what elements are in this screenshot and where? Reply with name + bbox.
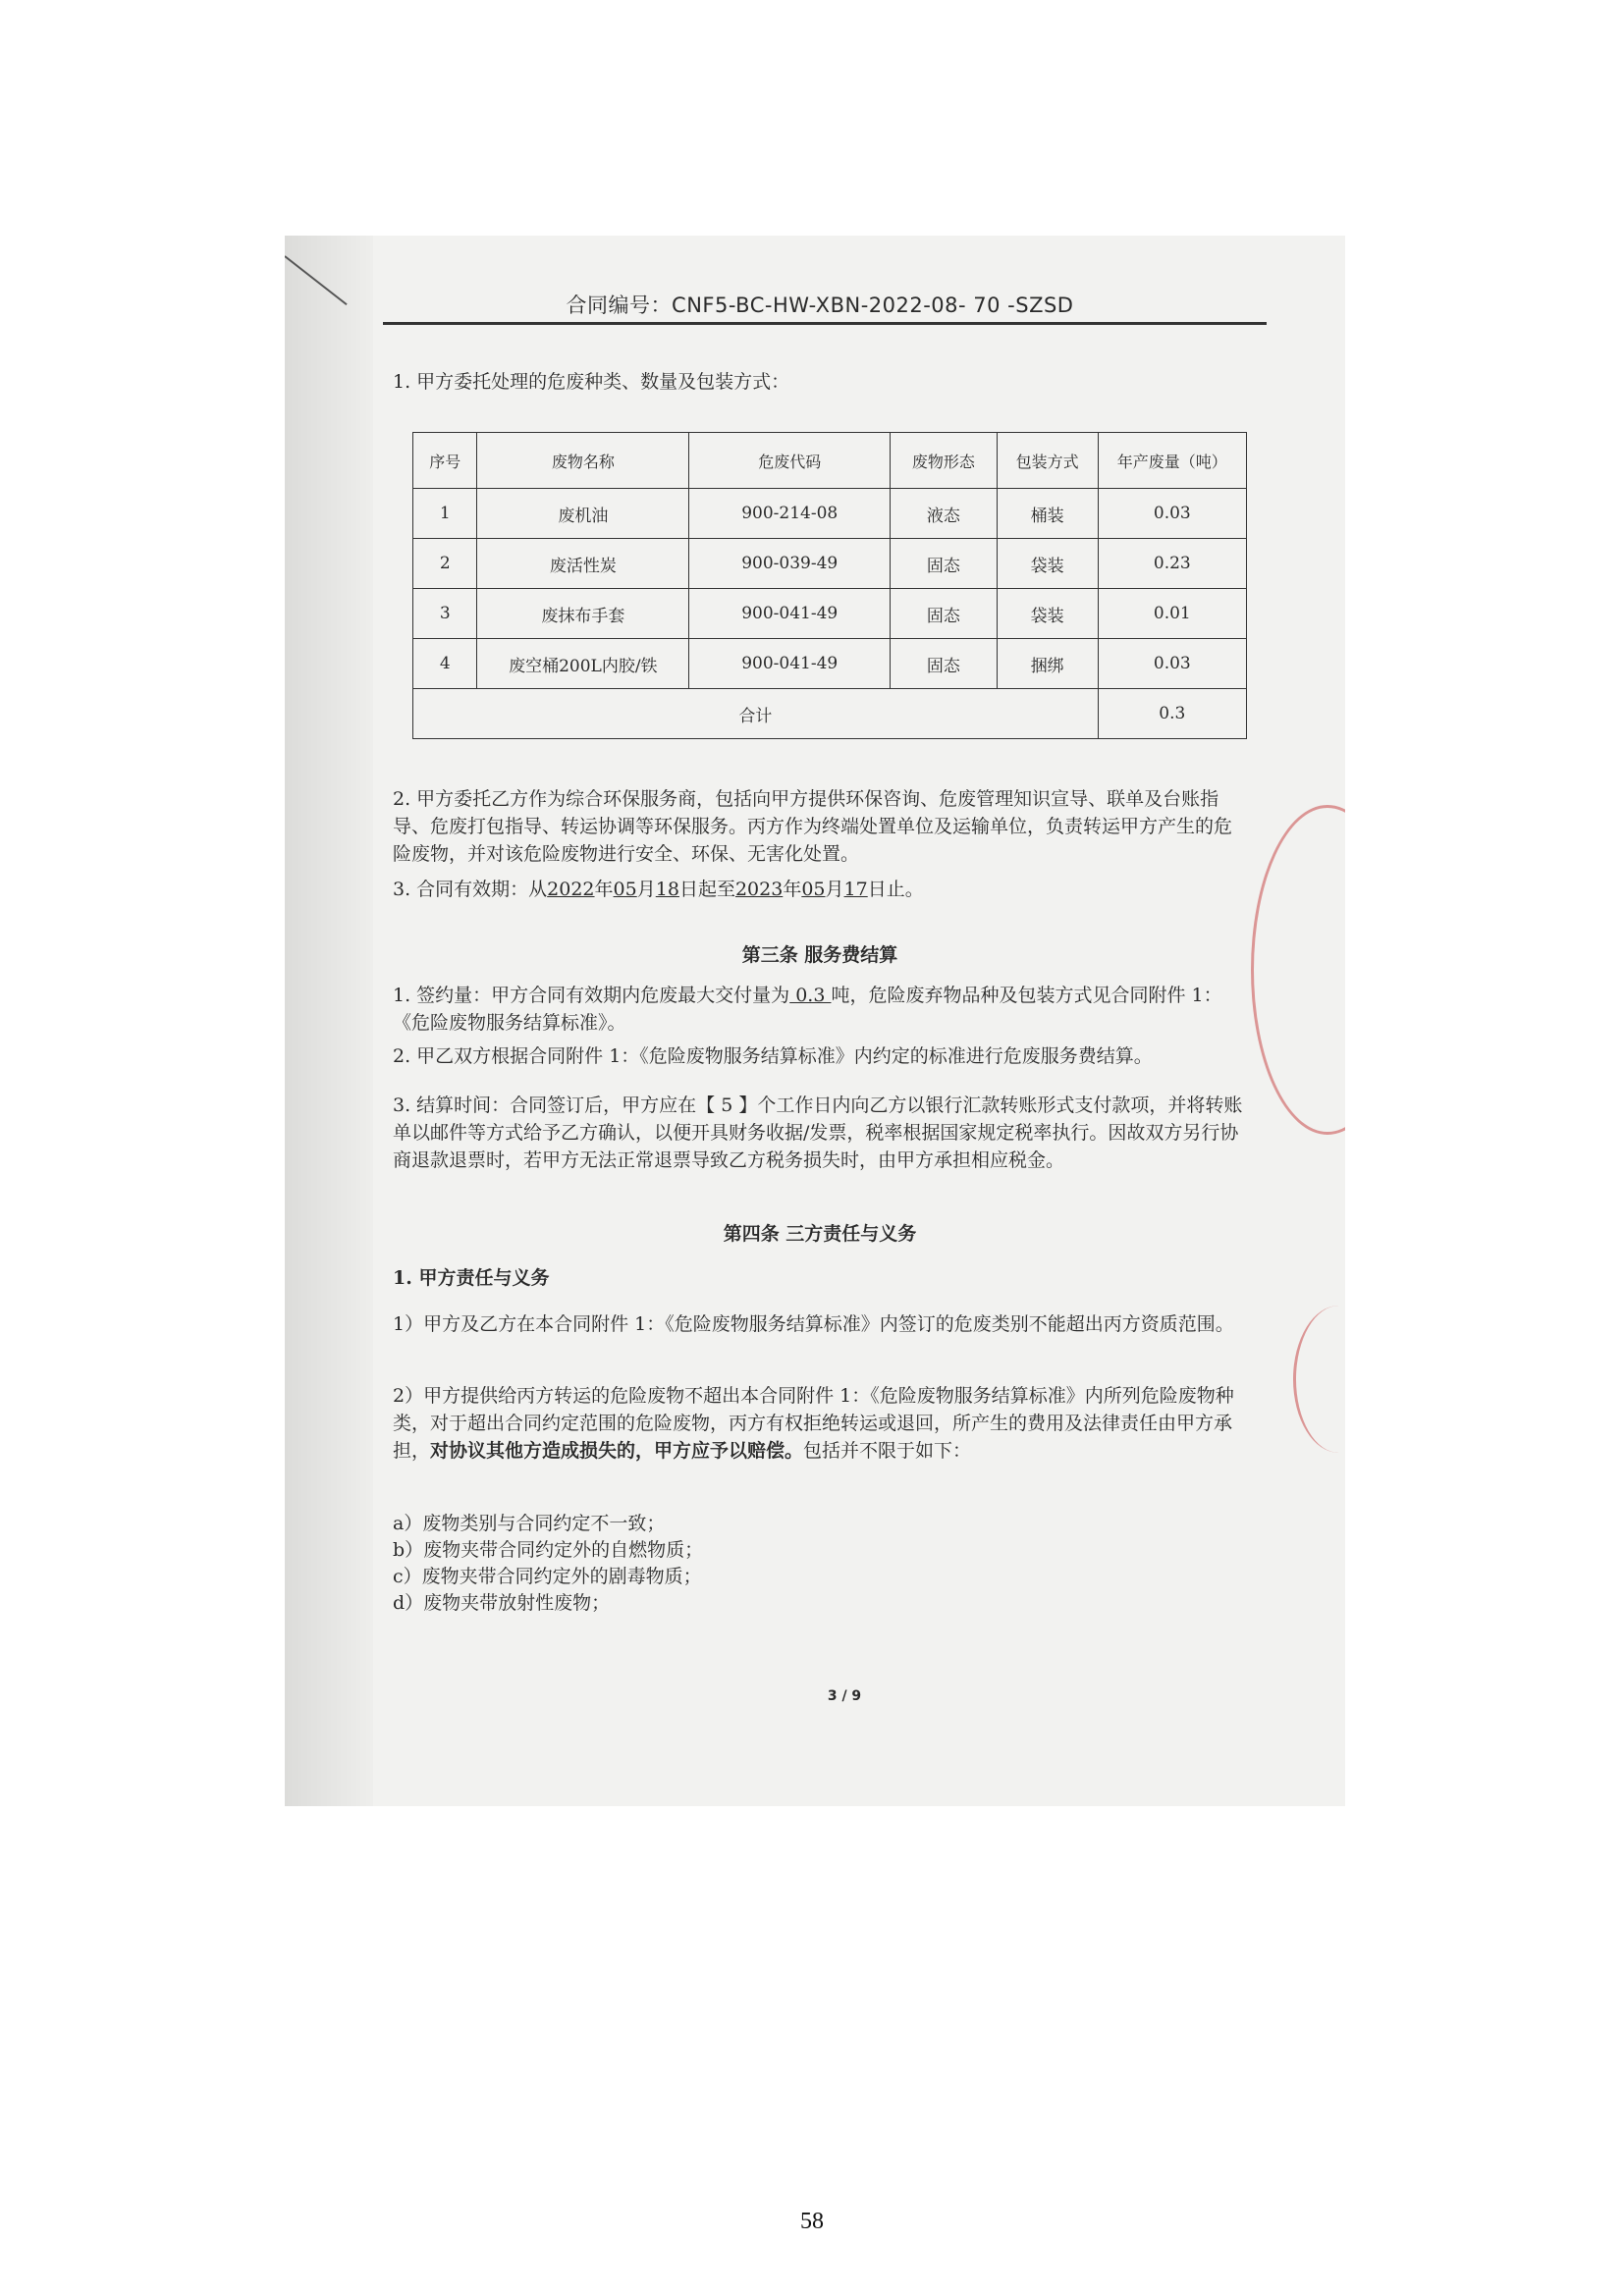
col-header: 危废代码: [689, 433, 891, 489]
col-header: 年产废量（吨）: [1098, 433, 1246, 489]
table-cell: 1: [413, 489, 477, 539]
table-cell: 4: [413, 639, 477, 689]
p2-text: 2）甲方提供给丙方转运的危险废物不超出本合同附件 1：《危险废物服务结算标准》内所列危险废物种类，对于超出合同约定范围的危险废物，丙方有权拒绝转运或退回，所产生的费用及法律责任由甲方承担，: [393, 1385, 1234, 1462]
table-total-row: [413, 689, 1247, 739]
table-row: [413, 639, 1247, 689]
p1-text-end: 吨，危险废弃物品种及包装方式见合同附件 1：《危险废物服务结算标准》。: [393, 985, 1222, 1034]
start-day: 18: [655, 879, 679, 900]
red-seal-stamp: [1251, 805, 1345, 1135]
table-cell: 0.03: [1098, 489, 1246, 539]
table-cell: 900-041-49: [689, 589, 891, 639]
year-label: 年: [783, 879, 802, 900]
table-cell: 0.01: [1098, 589, 1246, 639]
list-item: a）废物类别与合同约定不一致；: [393, 1513, 666, 1534]
section-3-p1: [393, 982, 1247, 1037]
month-label: 月: [636, 879, 656, 900]
total-value: 0.3: [1098, 689, 1246, 739]
table-cell: 袋装: [997, 539, 1098, 589]
section-3-p2: 2. 甲乙双方根据合同附件 1：《危险废物服务结算标准》内约定的标准进行危废服务费结算。: [393, 1045, 1153, 1067]
section-3-p3: 3. 结算时间：合同签订后，甲方应在【 5 】个工作日内向乙方以银行汇款转账形式支付款项，并将转账单以邮件等方式给予乙方确认，以便开具财务收据/发票，税率根据国家规定税率执行。因故双方另行协商退款退票时，若甲方无法正常退票导致乙方税务损失时，由甲方承担相应税金。: [393, 1095, 1243, 1171]
table-cell: 废机油: [477, 489, 689, 539]
total-label: 合计: [413, 689, 1099, 739]
table-cell: 废活性炭: [477, 539, 689, 589]
list-item: d）废物夹带放射性废物；: [393, 1592, 611, 1614]
red-seal-stamp-partial: [1293, 1306, 1345, 1453]
list-item: c）废物夹带合同约定外的剧毒物质；: [393, 1566, 702, 1587]
table-cell: 0.23: [1098, 539, 1246, 589]
table-cell: 3: [413, 589, 477, 639]
max-quantity: 0.3: [789, 985, 832, 1006]
table-cell: 桶装: [997, 489, 1098, 539]
contract-number: 合同编号：CNF5-BC-HW-XBN-2022-08- 70 -SZSD: [566, 294, 1074, 317]
end-year: 2023: [734, 879, 784, 900]
section-3-title: 第三条 服务费结算: [741, 944, 898, 966]
intro-line: 1. 甲方委托处理的危废种类、数量及包装方式：: [393, 371, 790, 393]
p2-text-end: 包括并不限于如下：: [803, 1440, 972, 1462]
table-cell: 固态: [891, 589, 997, 639]
list-item: b）废物夹带合同约定外的自燃物质；: [393, 1539, 704, 1561]
section-4-title: 第四条 三方责任与义务: [723, 1223, 917, 1245]
month-label: 月: [825, 879, 844, 900]
col-header: 废物名称: [477, 433, 689, 489]
col-header: 序号: [413, 433, 477, 489]
table-cell: 废抹布手套: [477, 589, 689, 639]
end-day: 17: [843, 879, 868, 900]
table-header-row: [413, 433, 1247, 489]
table-cell: 液态: [891, 489, 997, 539]
page-fold-shadow: [285, 236, 373, 1806]
page-number: 58: [800, 2209, 824, 2234]
col-header: 废物形态: [891, 433, 997, 489]
end-month: 05: [801, 879, 826, 900]
day-label: 日起至: [678, 879, 735, 900]
table-row: [413, 539, 1247, 589]
section-4-p1: 1）甲方及乙方在本合同附件 1：《危险废物服务结算标准》内签订的危废类别不能超出丙方资质范围。: [393, 1313, 1234, 1335]
table-cell: 0.03: [1098, 639, 1246, 689]
table-cell: 固态: [891, 539, 997, 589]
table-cell: 2: [413, 539, 477, 589]
table-cell: 捆绑: [997, 639, 1098, 689]
table-cell: 废空桶200L内胶/铁: [477, 639, 689, 689]
table-cell: 固态: [891, 639, 997, 689]
table-cell: 900-214-08: [689, 489, 891, 539]
section-4-p2: [393, 1382, 1247, 1465]
item-2: 2. 甲方委托乙方作为综合环保服务商，包括向甲方提供环保咨询、危废管理知识宣导、联单及台账指导、危废打包指导、转运协调等环保服务。丙方作为终端处置单位及运输单位，负责转运甲方产生的危险废物，并对该危险废物进行安全、环保、无害化处置。: [393, 788, 1233, 865]
table-cell: 900-041-49: [689, 639, 891, 689]
item-3: [393, 876, 1247, 903]
item-3-prefix: 3. 合同有效期：从: [393, 879, 548, 900]
p1-text: 1. 签约量：甲方合同有效期内危废最大交付量为: [393, 985, 790, 1006]
table-row: [413, 589, 1247, 639]
table-row: [413, 489, 1247, 539]
header-rule: [383, 322, 1267, 325]
col-header: 包装方式: [997, 433, 1098, 489]
start-month: 05: [613, 879, 637, 900]
table-cell: 袋装: [997, 589, 1098, 639]
start-year: 2022: [547, 879, 595, 900]
table-cell: 900-039-49: [689, 539, 891, 589]
scan-page-number: 3 / 9: [827, 1688, 862, 1704]
waste-table: [412, 432, 1247, 739]
day-label: 日止。: [867, 879, 924, 900]
section-4-sub1: 1. 甲方责任与义务: [393, 1267, 550, 1289]
scanned-page: [285, 236, 1345, 1806]
p2-bold: 对协议其他方造成损失的，甲方应予以赔偿。: [430, 1440, 804, 1462]
year-label: 年: [594, 879, 614, 900]
